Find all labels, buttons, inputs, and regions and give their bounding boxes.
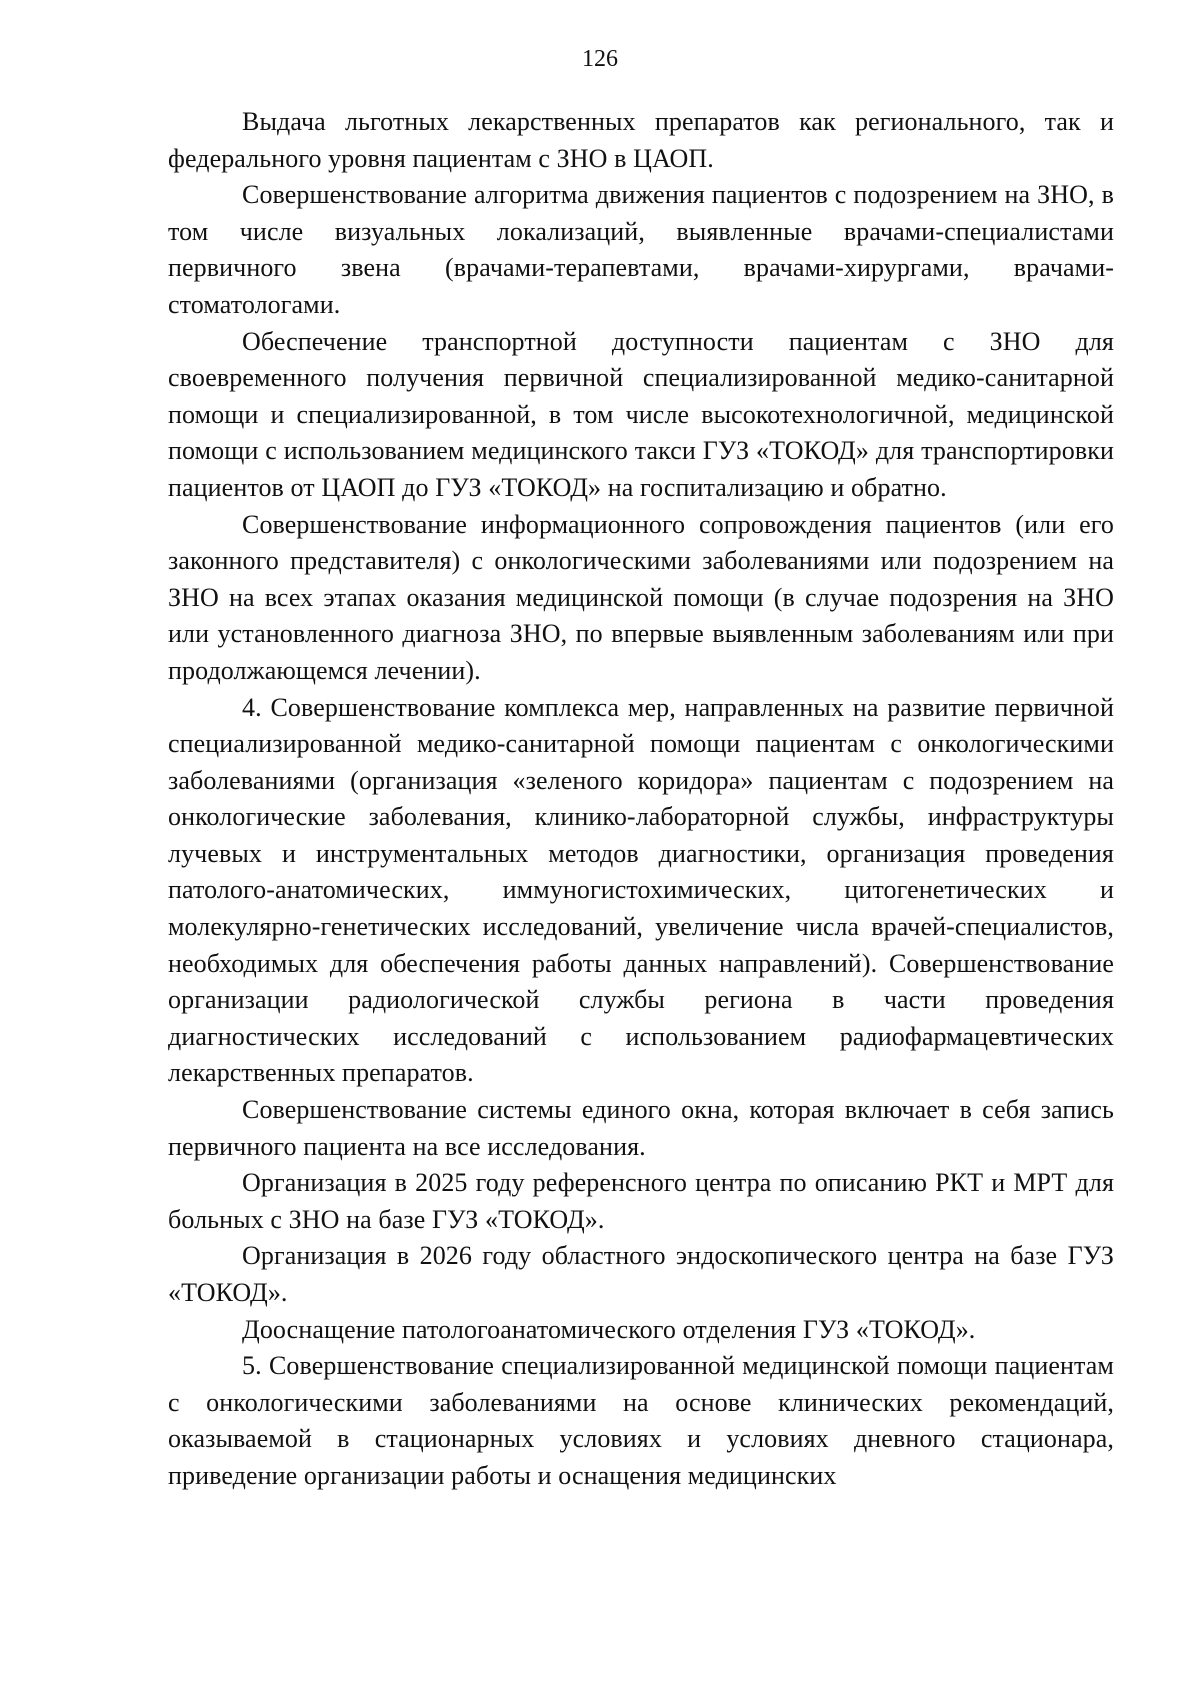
paragraph-transport-access: Обеспечение транспортной доступности пациентам с ЗНО для своевременного получения первичной специализированной медико-санитарной помощи и специализированной, в том числе высокотехнологичной, медицинской помощи с использованием медицинского такси ГУЗ «ТОКОД» для транспортировки пациентов от ЦАОП до ГУЗ «ТОКОД» на госпитализацию и обратно. — [168, 326, 1114, 502]
paragraph-single-window: Совершенствование системы единого окна, которая включает в себя запись первичного пациента на все исследования. — [168, 1095, 1114, 1161]
paragraph-drug-dispensing: Выдача льготных лекарственных препаратов как регионального, так и федерального уровня пациентам с ЗНО в ЦАОП. — [168, 107, 1114, 173]
paragraph-pathology-equipment: Дооснащение патологоанатомического отделения ГУЗ «ТОКОД». — [242, 1314, 976, 1344]
paragraph-item-4-primary-care: 4. Совершенствование комплекса мер, направленных на развитие первичной специализированной медико-санитарной помощи пациентам с онкологическими заболеваниями (организация «зеленого коридора» пациентам с подозрением на онкологические заболевания, клинико-лабораторной службы, инфраструктуры лучевых и инструментальных методов диагностики, организация проведения патолого-анатомических, иммуногистохимических, цитогенетических и молекулярно-генетических исследований, увеличение числа врачей-специалистов, необходимых для обеспечения работы данных направлений). Совершенствование организации радиологической службы региона в части проведения диагностических исследований с использованием радиофармацевтических лекарственных препаратов. — [168, 692, 1114, 1088]
page-number: 126 — [582, 46, 618, 72]
paragraph-reference-center: Организация в 2025 году референсного центра по описанию РКТ и МРТ для больных с ЗНО на базе ГУЗ «ТОКОД». — [168, 1168, 1114, 1234]
paragraph-item-5-specialized-care: 5. Совершенствование специализированной медицинской помощи пациентам с онкологическими заболеваниями на основе клинических рекомендаций, оказываемой в стационарных условиях и условиях дневного стационара, приведение организации работы и оснащения медицинских — [168, 1351, 1114, 1490]
paragraph-endoscopy-center: Организация в 2026 году областного эндоскопического центра на базе ГУЗ «ТОКОД». — [168, 1241, 1114, 1307]
document-body — [168, 104, 1114, 1495]
paragraph-patient-routing: Совершенствование алгоритма движения пациентов с подозрением на ЗНО, в том числе визуальных локализаций, выявленные врачами-специалистами первичного звена (врачами-терапевтами, врачами-хирургами, врачами-стоматологами. — [168, 180, 1114, 319]
paragraph-information-support: Совершенствование информационного сопровождения пациентов (или его законного представителя) с онкологическими заболеваниями или подозрением на ЗНО на всех этапах оказания медицинской помощи (в случае подозрения на ЗНО или установленного диагноза ЗНО, по впервые выявленным заболеваниям или при продолжающемся лечении). — [168, 509, 1114, 685]
